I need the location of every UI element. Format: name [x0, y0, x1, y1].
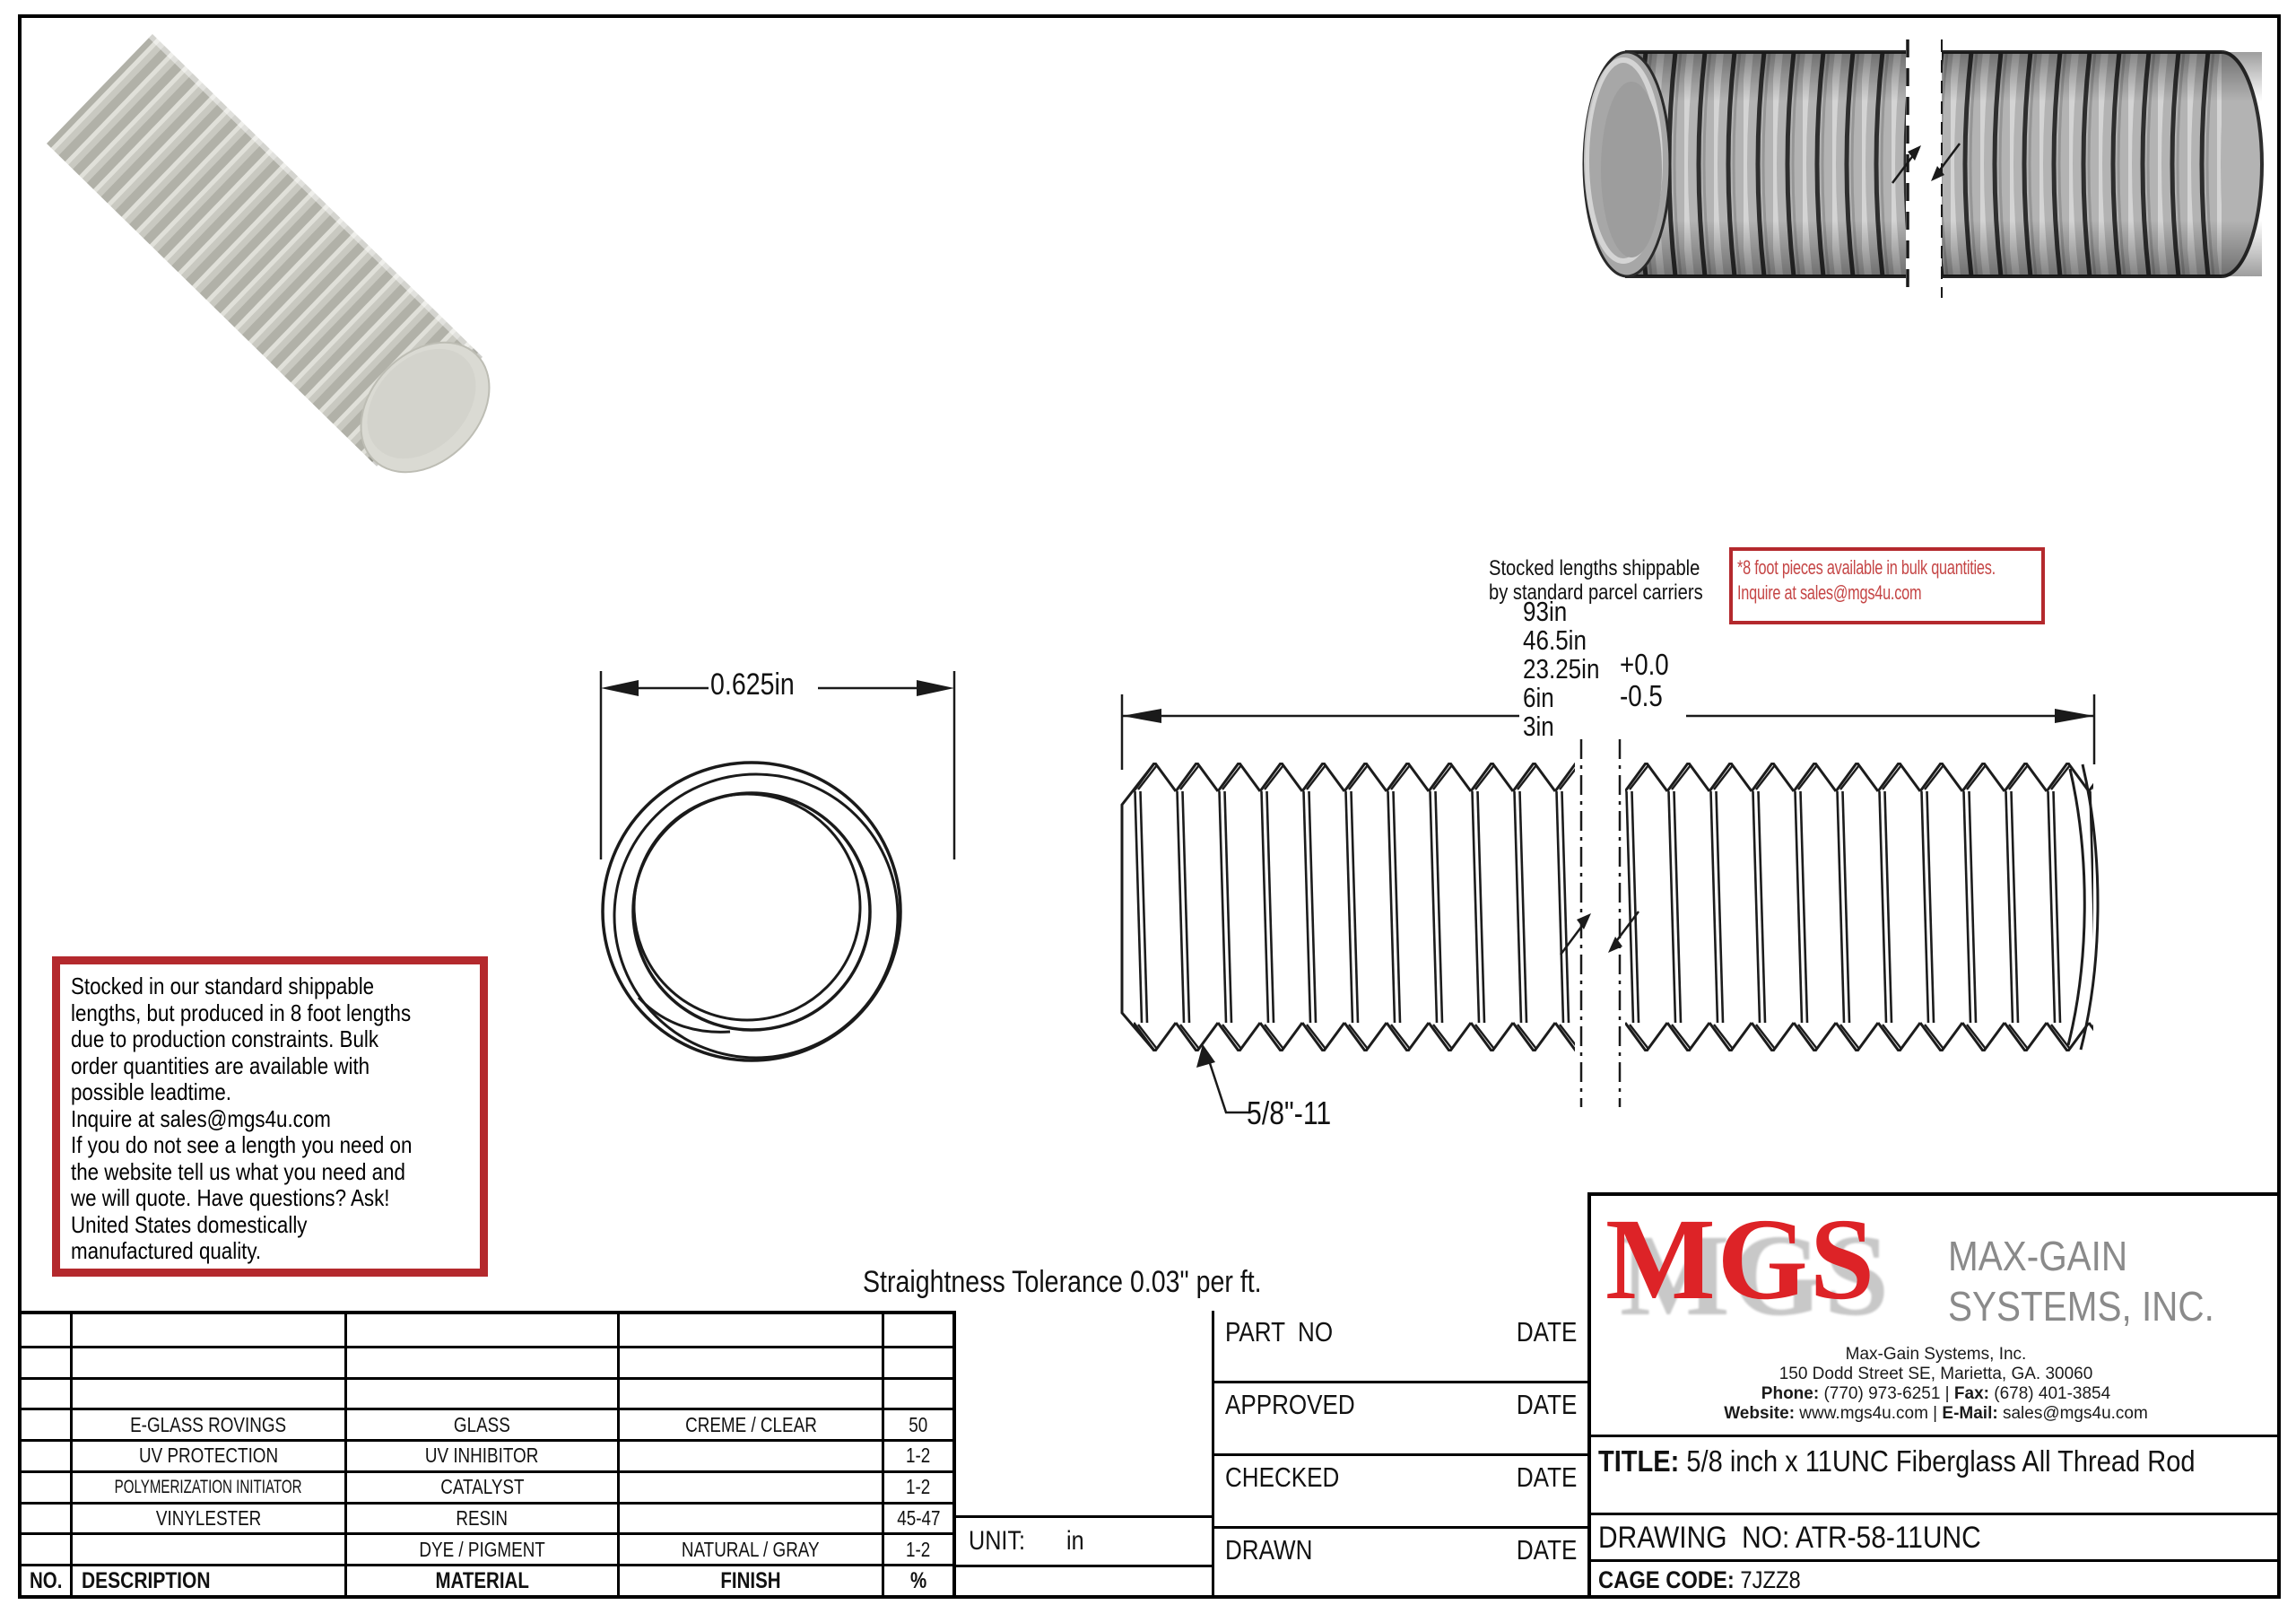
bom-cell-no [22, 1470, 70, 1502]
rod-3d-illustration [1544, 34, 2280, 303]
bom-cell-percent: 1-2 [882, 1470, 952, 1502]
bom-cell-no [22, 1502, 70, 1533]
signoff-row-checked [1214, 1453, 1587, 1526]
length-93: 93in [1523, 596, 1568, 627]
title-value: 5/8 inch x 11UNC Fiberglass All Thread Rod [1679, 1444, 2196, 1478]
info-line: possible leadtime. [71, 1078, 231, 1105]
bom-cell-description [70, 1532, 344, 1564]
unit-column-empty-cell [956, 1311, 1212, 1515]
info-line: United States domestically [71, 1210, 308, 1238]
bom-cell-empty [882, 1346, 952, 1377]
unit-cell [956, 1515, 1212, 1565]
signoff-row-part-no [1214, 1311, 1587, 1381]
length-dimension-stack [1523, 598, 1614, 741]
straightness-note: Straightness Tolerance 0.03" per ft. [863, 1265, 1262, 1299]
length-23-25: 23.25in [1523, 653, 1600, 685]
thread-callout-label: 5/8"-11 [1247, 1095, 1332, 1131]
bom-cell-empty [882, 1314, 952, 1346]
shipping-note [1489, 556, 1744, 605]
bom-cell-empty [617, 1346, 882, 1377]
bom-cell-no [22, 1532, 70, 1564]
bom-cell-empty [617, 1377, 882, 1409]
title-row [1591, 1435, 2281, 1513]
drawing-no-label: DRAWING NO: [1598, 1521, 1790, 1555]
bom-cell-finish [617, 1502, 882, 1533]
bulk-note-line2: Inquire at sales@mgs4u.com [1737, 581, 1922, 604]
diameter-dimension-label: 0.625in [710, 667, 795, 702]
bom-cell-no [22, 1439, 70, 1470]
unit-value: in [1066, 1526, 1084, 1556]
length-6: 6in [1523, 682, 1554, 713]
bom-cell-empty [344, 1377, 617, 1409]
bom-cell-description: POLYMERIZATION INITIATOR [70, 1470, 344, 1502]
info-line: lengths, but produced in 8 foot lengths [71, 999, 412, 1026]
shipping-note-line2: by standard parcel carriers [1489, 580, 1703, 605]
signoff-date-label: DATE [1516, 1389, 1577, 1420]
signoff-date-label: DATE [1516, 1461, 1577, 1493]
bom-cell-no [22, 1408, 70, 1439]
bulk-note-line1: *8 foot pieces available in bulk quantities. [1737, 556, 1996, 579]
rod-photo-image [23, 22, 512, 493]
info-line: Inquire at sales@mgs4u.com [71, 1104, 331, 1132]
bom-cell-percent: 1-2 [882, 1439, 952, 1470]
company-name-line1: MAX-GAIN [1948, 1233, 2128, 1279]
bom-cell-empty [70, 1377, 344, 1409]
bom-header-no: NO. [22, 1564, 70, 1595]
bom-cell-empty [22, 1377, 70, 1409]
signoff-label: CHECKED [1225, 1461, 1340, 1493]
mgs-logo: MGS [1605, 1195, 1877, 1324]
bom-cell-empty [70, 1346, 344, 1377]
shipping-note-line1: Stocked lengths shippable [1489, 556, 1700, 580]
company-contact-line4: Website: www.mgs4u.com | E-Mail: sales@mgs4u.com [1724, 1404, 2148, 1423]
bom-cell-description: VINYLESTER [70, 1502, 344, 1533]
bom-cell-empty [344, 1314, 617, 1346]
signoff-label: PART NO [1225, 1316, 1334, 1348]
bom-header-description: DESCRIPTION [70, 1564, 344, 1595]
unit-label: UNIT: [969, 1526, 1025, 1556]
bom-header-percent: % [882, 1564, 952, 1595]
bom-cell-empty [22, 1346, 70, 1377]
company-contact-line1: Max-Gain Systems, Inc. [1845, 1345, 2027, 1364]
bom-cell-finish: NATURAL / GRAY [617, 1532, 882, 1564]
bom-cell-material: GLASS [344, 1408, 617, 1439]
bom-cell-empty [70, 1314, 344, 1346]
signoff-date-label: DATE [1516, 1534, 1577, 1566]
length-3: 3in [1523, 711, 1554, 742]
length-46-5: 46.5in [1523, 624, 1587, 656]
bom-cell-description: E-GLASS ROVINGS [70, 1408, 344, 1439]
company-logo-section [1591, 1196, 2281, 1435]
info-line: If you do not see a length you need on [71, 1131, 413, 1158]
bom-cell-percent: 50 [882, 1408, 952, 1439]
tolerance-minus-label: -0.5 [1620, 679, 1663, 712]
info-line: Stocked in our standard shippable [71, 973, 375, 999]
cage-code-row [1591, 1559, 2281, 1599]
signoff-row-approved [1214, 1381, 1587, 1453]
drawing-no-row [1591, 1513, 2281, 1559]
bom-cell-empty [22, 1314, 70, 1346]
signoff-column [1212, 1311, 1587, 1599]
bom-cell-material: UV INHIBITOR [344, 1439, 617, 1470]
signoff-row-drawn [1214, 1526, 1587, 1599]
cage-code-label: CAGE CODE: [1598, 1566, 1735, 1593]
bulk-quantity-note-box [1729, 547, 2045, 624]
company-contact-line3: Phone: (770) 973-6251 | Fax: (678) 401-3854 [1761, 1384, 2111, 1403]
company-name-line2: SYSTEMS, INC. [1948, 1283, 2214, 1330]
unit-column [956, 1311, 1212, 1599]
bom-cell-empty [344, 1346, 617, 1377]
info-line: the website tell us what you need and [71, 1157, 405, 1185]
bom-cell-percent: 1-2 [882, 1532, 952, 1564]
bom-cell-finish: CREME / CLEAR [617, 1408, 882, 1439]
company-contact-line2: 150 Dodd Street SE, Marietta, GA. 30060 [1779, 1365, 2093, 1383]
bom-header-material: MATERIAL [344, 1564, 617, 1595]
drawing-no-value: ATR-58-11UNC [1789, 1521, 1981, 1555]
signoff-label: APPROVED [1225, 1389, 1355, 1420]
bom-table [18, 1311, 956, 1599]
bom-cell-description: UV PROTECTION [70, 1439, 344, 1470]
bom-cell-empty [617, 1314, 882, 1346]
tolerance-plus-label: +0.0 [1620, 648, 1669, 681]
bom-cell-empty [882, 1377, 952, 1409]
title-block [1587, 1192, 2281, 1599]
info-line: manufactured quality. [71, 1237, 262, 1264]
bom-cell-finish [617, 1439, 882, 1470]
cage-code-value: 7JZZ8 [1734, 1566, 1801, 1593]
bom-cell-material: CATALYST [344, 1470, 617, 1502]
stocking-info-box [52, 956, 488, 1277]
title-label: TITLE: [1598, 1444, 1680, 1478]
info-line: due to production constraints. Bulk [71, 1025, 379, 1052]
bom-cell-material: DYE / PIGMENT [344, 1532, 617, 1564]
signoff-date-label: DATE [1516, 1316, 1577, 1348]
unit-column-empty-cell [956, 1565, 1212, 1599]
company-contact-info [1591, 1345, 2281, 1424]
bom-cell-finish [617, 1470, 882, 1502]
signoff-label: DRAWN [1225, 1534, 1313, 1566]
bom-cell-percent: 45-47 [882, 1502, 952, 1533]
thread-side-view-drawing [1103, 682, 2117, 1130]
bom-cell-material: RESIN [344, 1502, 617, 1533]
info-line: order quantities are available with [71, 1051, 370, 1079]
bom-header-finish: FINISH [617, 1564, 882, 1595]
info-line: we will quote. Have questions? Ask! [71, 1184, 390, 1211]
